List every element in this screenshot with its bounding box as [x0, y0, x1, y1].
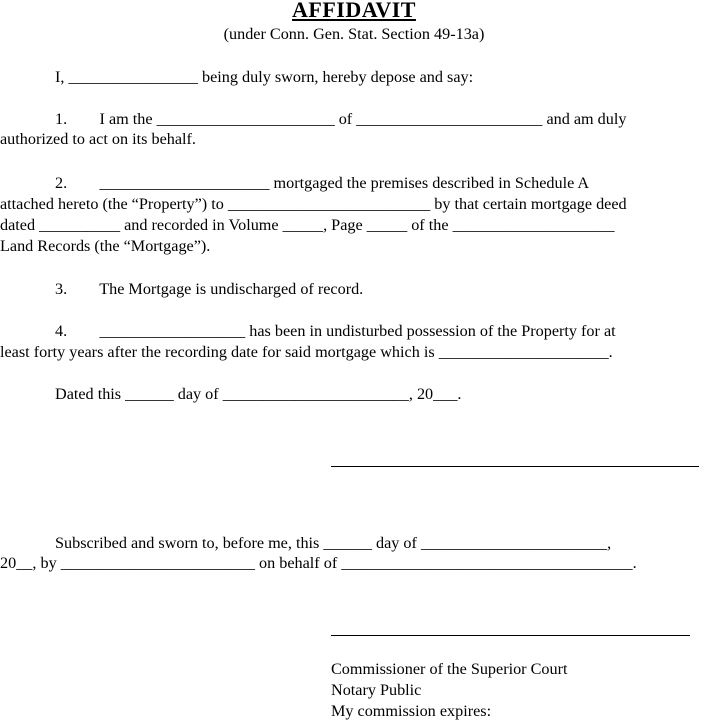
dated-line: Dated this ______ day of _______________________, 20___.: [55, 385, 462, 403]
paragraph-1-line-1: 1. I am the ______________________ of _______________________ and am duly: [55, 110, 627, 128]
commission-expires-label: My commission expires:: [331, 702, 492, 720]
paragraph-2-line-3: dated __________ and recorded in Volume _____, Page _____ of the ____________________: [0, 216, 615, 234]
officer-title-commissioner: Commissioner of the Superior Court: [331, 660, 568, 678]
affiant-signature-line: [331, 466, 699, 467]
officer-signature-line: [331, 635, 690, 636]
paragraph-2-line-2: attached hereto (the “Property”) to _________________________ by that certain mortgage deed: [0, 195, 627, 213]
paragraph-3-line-1: 3. The Mortgage is undischarged of record.: [55, 280, 364, 298]
officer-title-notary: Notary Public: [331, 681, 422, 699]
paragraph-1-line-2: authorized to act on its behalf.: [0, 130, 196, 148]
intro-statement: I, ________________ being duly sworn, hereby depose and say:: [55, 68, 474, 86]
paragraph-4-line-1: 4. __________________ has been in undisturbed possession of the Property for at: [55, 322, 616, 340]
jurat-line-2: 20__, by ________________________ on behalf of ____________________________________.: [0, 554, 637, 572]
paragraph-4-line-2: least forty years after the recording date for said mortgage which is _____________________.: [0, 343, 613, 361]
paragraph-2-line-1: 2. _____________________ mortgaged the premises described in Schedule A: [55, 174, 590, 192]
document-subtitle: (under Conn. Gen. Stat. Section 49-13a): [223, 25, 485, 43]
jurat-line-1: Subscribed and sworn to, before me, this ______ day of _______________________,: [55, 534, 612, 552]
paragraph-2-line-4: Land Records (the “Mortgage”).: [0, 237, 211, 255]
document-title: AFFIDAVIT: [292, 0, 416, 22]
